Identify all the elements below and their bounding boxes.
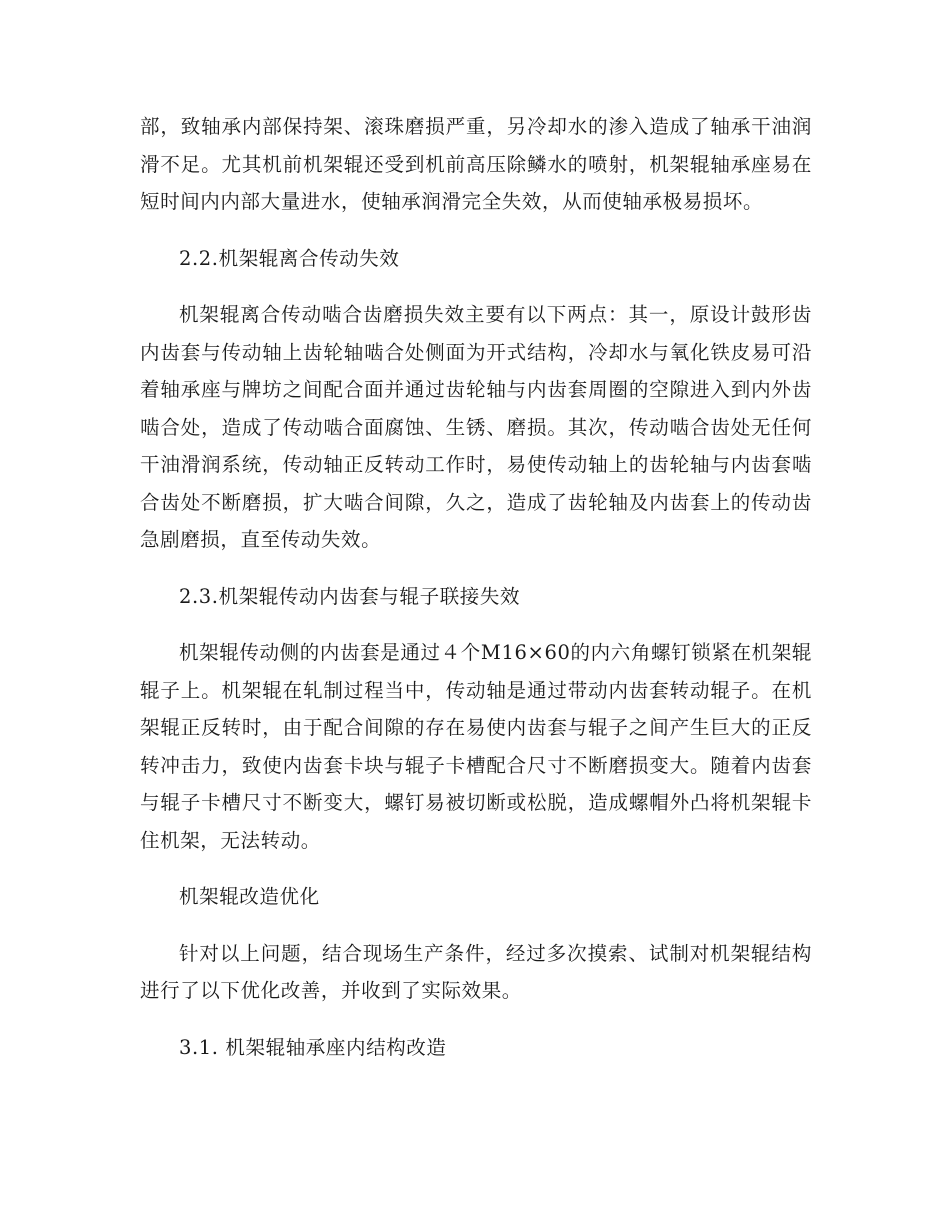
heading-3-1: 3.1. 机架辊轴承座内结构改造 bbox=[179, 1035, 447, 1059]
heading-2-2: 2.2.机架辊离合传动失效 bbox=[179, 246, 400, 270]
document-body bbox=[140, 108, 812, 1085]
heading-2-3: 2.3.机架辊传动内齿套与辊子联接失效 bbox=[179, 584, 521, 608]
paragraph-bearing-damage: 部，致轴承内部保持架、滚珠磨损严重，另冷却水的渗入造成了轴承干油润滑不足。尤其机前机架辊还受到机前高压除鳞水的喷射，机架辊轴承座易在短时间内内部大量进水，使轴承润滑完全失效，从而使轴承极易损坏。 bbox=[140, 115, 812, 213]
paragraph-gear-sleeve-connection: 机架辊传动侧的内齿套是通过４个M16×60的内六角螺钉锁紧在机架辊辊子上。机架辊在轧制过程当中，传动轴是通过带动内齿套转动辊子。在机架辊正反转时，由于配合间隙的存在易使内齿套与辊子之间产生巨大的正反转冲击力，致使内齿套卡块与辊子卡槽配合尺寸不断磨损变大。随着内齿套与辊子卡槽尺寸不断变大，螺钉易被切断或松脱，造成螺帽外凸将机架辊卡住机架，无法转动。 bbox=[140, 641, 812, 852]
heading-improvement: 机架辊改造优化 bbox=[179, 885, 320, 908]
paragraph-improvement-intro: 针对以上问题，结合现场生产条件，经过多次摸索、试制对机架辊结构进行了以下优化改善，并收到了实际效果。 bbox=[140, 941, 812, 1002]
paragraph-clutch-failure: 机架辊离合传动啮合齿磨损失效主要有以下两点：其一，原设计鼓形齿内齿套与传动轴上齿轮轴啮合处侧面为开式结构，冷却水与氧化铁皮易可沿着轴承座与牌坊之间配合面并通过齿轮轴与内齿套周圈的空隙进入到内外齿啮合处，造成了传动啮合面腐蚀、生锈、磨损。其次，传动啮合齿处无任何干油滑润系统，传动轴正反转动工作时，易使传动轴上的齿轮轴与内齿套啮合齿处不断磨损，扩大啮合间隙，久之，造成了齿轮轴及内齿套上的传动齿急剧磨损，直至传动失效。 bbox=[140, 303, 812, 551]
